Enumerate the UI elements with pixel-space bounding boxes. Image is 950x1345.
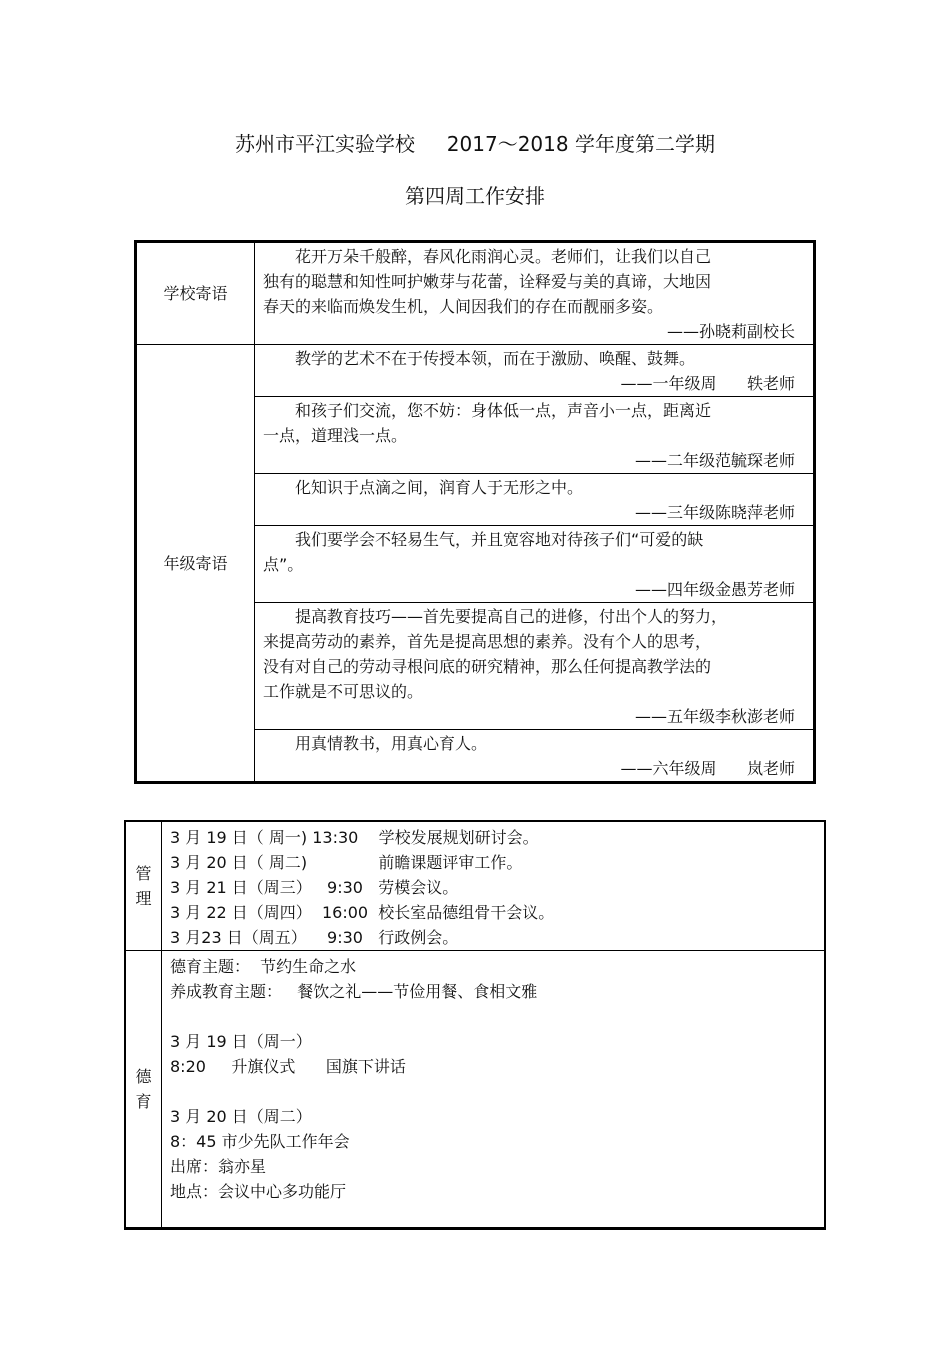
grade-message-line: 化知识于点滴之间，润育人于无形之中。: [295, 478, 584, 497]
blank-line: [170, 1004, 816, 1029]
schedule-line: 3 月 20 日（ 周二) 前瞻课题评审工作。: [170, 853, 523, 872]
messages-table: [134, 240, 816, 784]
schedule-line: 3 月 22 日（周四） 16:00 校长室品德组骨干会议。: [170, 903, 555, 922]
grade-message-line: 没有对自己的劳动寻根问底的研究精神，那么任何提高教学法的: [263, 657, 712, 676]
moral-line: 地点：会议中心多功能厅: [170, 1182, 347, 1201]
document-subtitle: 第四周工作安排: [405, 184, 545, 208]
grade-message-1: [255, 345, 815, 397]
grade-message-5: [255, 603, 815, 730]
school-message-line: 春天的来临而焕发生机，人间因我们的存在而靓丽多姿。: [263, 297, 664, 316]
moral-line: 3 月 20 日（周二）: [170, 1107, 312, 1126]
grade-message-3: [255, 474, 815, 526]
grade-message-signature: ——四年级金愚芳老师: [634, 580, 795, 599]
grade-message-signature: ——五年级李秋澎老师: [634, 707, 795, 726]
grade-message-line: 我们要学会不轻易生气，并且宽容地对待孩子们“可爱的缺: [295, 530, 704, 549]
school-message-line: 花开万朵千般醉，春风化雨润心灵。老师们，让我们以自己: [295, 247, 712, 266]
blank-line: [170, 1079, 816, 1104]
management-label: [125, 821, 162, 951]
grade-message-line: 工作就是不可思议的。: [263, 682, 424, 701]
moral-line: 3 月 19 日（周一）: [170, 1032, 312, 1051]
grade-message-line: 点”。: [263, 555, 304, 574]
moral-line: 8：45 市少先队工作年会: [170, 1132, 350, 1151]
grade-message-line: 教学的艺术不在于传授本领，而在于激励、唤醒、鼓舞。: [295, 349, 696, 368]
moral-education-label-char: 德: [135, 1067, 152, 1086]
schedule-line: 3 月 19 日（ 周一) 13:30 学校发展规划研讨会。: [170, 828, 539, 847]
management-label-char: 管: [135, 864, 152, 883]
moral-line: 出席：翁亦星: [170, 1157, 267, 1176]
grade-message-signature: ——一年级周 轶老师: [620, 374, 795, 393]
schedule-line: 3 月 21 日（周三） 9:30 劳模会议。: [170, 878, 459, 897]
grade-message-line: 用真情教书，用真心育人。: [295, 734, 488, 753]
grade-message-label: 年级寄语: [136, 345, 255, 783]
grade-message-6: [255, 730, 815, 783]
moral-education-schedule: [162, 951, 826, 1229]
grade-message-4: [255, 526, 815, 603]
management-schedule: [162, 821, 826, 951]
grade-message-signature: ——三年级陈晓萍老师: [634, 503, 795, 522]
document-title: 苏州市平江实验学校 2017～2018 学年度第二学期: [235, 132, 715, 156]
moral-education-label: [125, 951, 162, 1229]
grade-message-line: 一点，道理浅一点。: [263, 426, 408, 445]
grade-message-line: 来提高劳动的素养，首先是提高思想的素养。没有个人的思考，: [263, 632, 712, 651]
grade-message-signature: ——六年级周 岚老师: [620, 759, 795, 778]
schedule-table: [124, 820, 826, 1230]
moral-education-label-char: 育: [135, 1092, 152, 1111]
grade-message-line: 提高教育技巧——首先要提高自己的进修，付出个人的努力，: [295, 607, 728, 626]
grade-message-line: 和孩子们交流，您不妨：身体低一点，声音小一点，距离近: [295, 401, 712, 420]
moral-line: 养成教育主题： 餐饮之礼——节俭用餐、食相文雅: [170, 982, 538, 1001]
schedule-line: 3 月23 日（周五） 9:30 行政例会。: [170, 928, 459, 947]
grade-message-2: [255, 397, 815, 474]
school-message-label: 学校寄语: [136, 242, 255, 345]
school-message-line: 独有的聪慧和知性呵护嫩芽与花蕾，诠释爱与美的真谛，大地因: [263, 272, 712, 291]
grade-message-signature: ——二年级范毓琛老师: [634, 451, 795, 470]
moral-line: 德育主题： 节约生命之水: [170, 957, 357, 976]
school-message-signature: ——孙晓莉副校长: [666, 322, 795, 341]
school-message-cell: [255, 242, 815, 345]
moral-line: 8:20 升旗仪式 国旗下讲话: [170, 1057, 406, 1076]
management-label-char: 理: [135, 889, 152, 908]
